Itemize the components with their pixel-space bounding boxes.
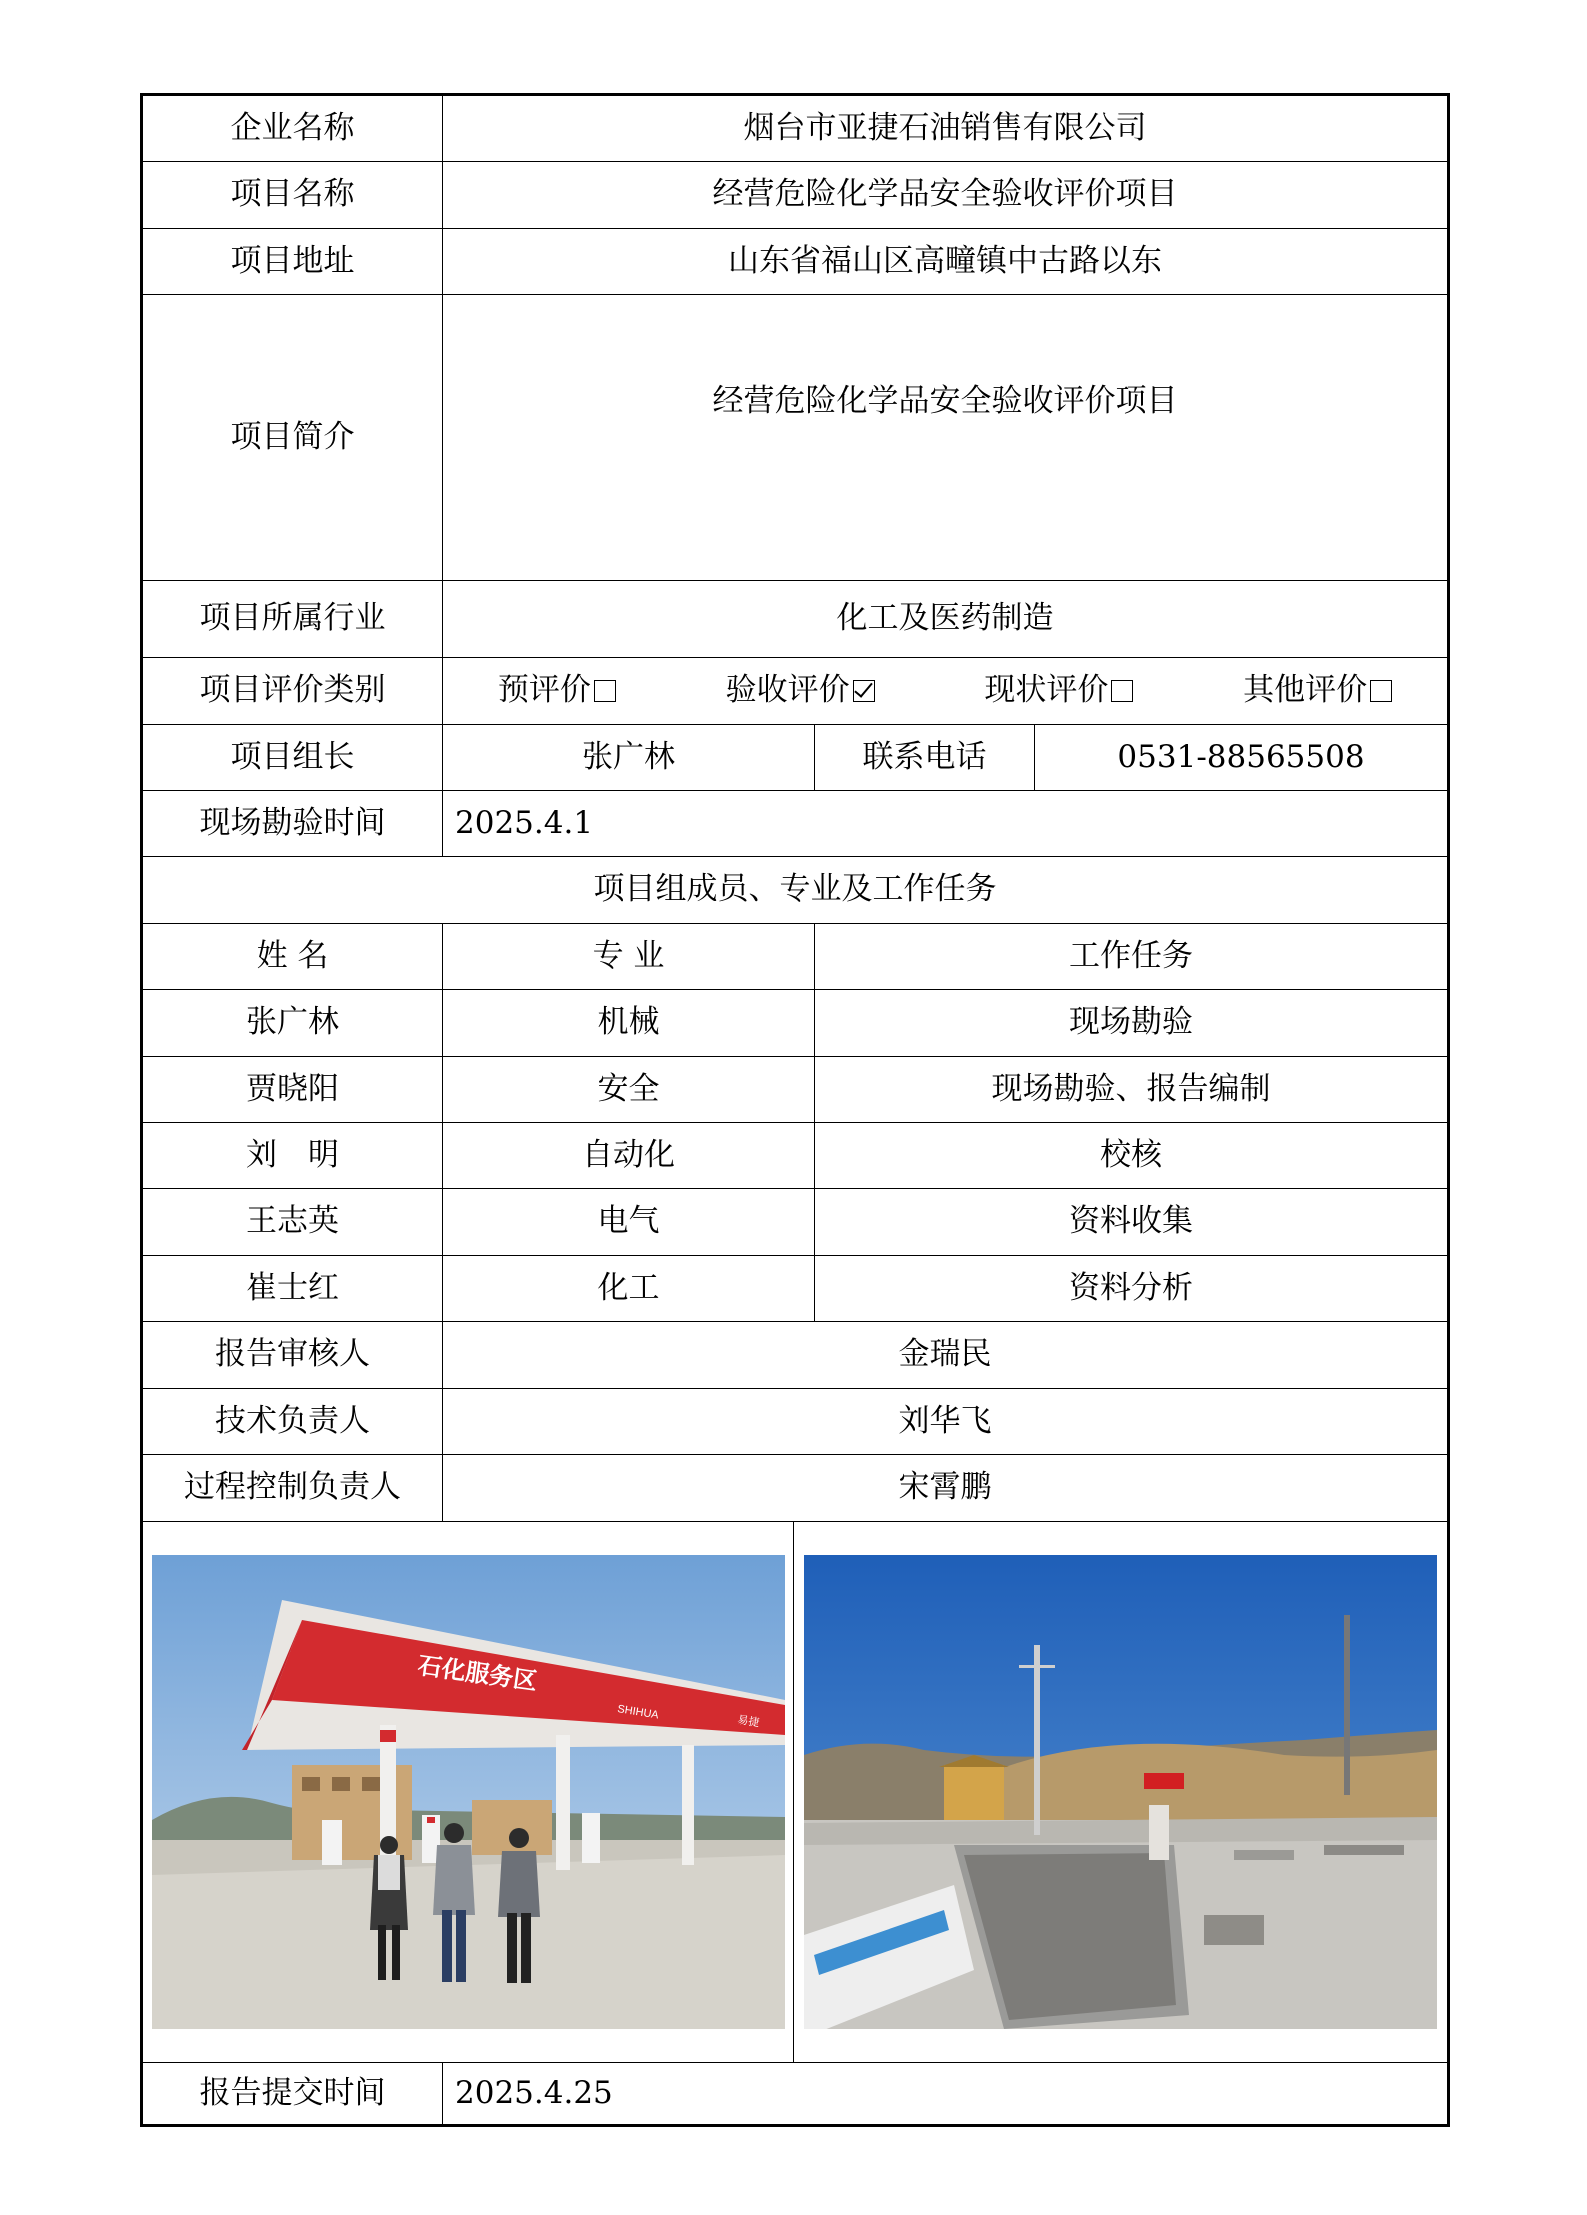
tank-area-photo bbox=[804, 1555, 1437, 2029]
member-task: 校核 bbox=[815, 1123, 1449, 1189]
eval-type-other[interactable]: 其他评价 bbox=[1243, 672, 1392, 709]
company-label: 企业名称 bbox=[142, 95, 443, 162]
station-sign: 石化服务区 bbox=[415, 1652, 539, 1696]
member-task: 现场勘验、报告编制 bbox=[815, 1057, 1449, 1123]
member-task: 现场勘验 bbox=[815, 990, 1449, 1057]
survey-time-value: 2025.4.1 bbox=[443, 791, 1449, 857]
company-value: 烟台市亚捷石油销售有限公司 bbox=[443, 95, 1449, 162]
submit-time-value: 2025.4.25 bbox=[443, 2063, 1449, 2126]
col-major-header: 专 业 bbox=[443, 924, 815, 990]
industry-label: 项目所属行业 bbox=[142, 581, 443, 658]
eval-type-status[interactable]: 现状评价 bbox=[984, 672, 1133, 709]
project-name-value: 经营危险化学品安全验收评价项目 bbox=[443, 162, 1449, 229]
member-name: 王志英 bbox=[142, 1189, 443, 1256]
member-row bbox=[142, 1123, 1449, 1189]
project-summary-value: 经营危险化学品安全验收评价项目 bbox=[443, 295, 1449, 581]
eval-type-pre[interactable]: 预评价 bbox=[498, 672, 616, 709]
industry-value: 化工及医药制造 bbox=[443, 581, 1449, 658]
checkbox-other[interactable] bbox=[1370, 680, 1392, 702]
project-address-label: 项目地址 bbox=[142, 229, 443, 295]
checkbox-status[interactable] bbox=[1111, 680, 1133, 702]
member-name: 贾晓阳 bbox=[142, 1057, 443, 1123]
station-sub-sign: SHIHUA bbox=[616, 1703, 659, 1722]
leader-value: 张广林 bbox=[443, 725, 815, 791]
tech-lead-label: 技术负责人 bbox=[142, 1389, 443, 1455]
checkbox-pre[interactable] bbox=[594, 680, 616, 702]
eval-type-label: 项目评价类别 bbox=[142, 658, 443, 725]
photo-cell-right bbox=[794, 1522, 1447, 2062]
col-task-header: 工作任务 bbox=[815, 924, 1449, 990]
member-name: 张广林 bbox=[142, 990, 443, 1057]
member-major: 机械 bbox=[443, 990, 815, 1057]
member-row bbox=[142, 1256, 1449, 1322]
leader-label: 项目组长 bbox=[142, 725, 443, 791]
evaluation-info-table bbox=[140, 93, 1450, 2127]
reviewer-label: 报告审核人 bbox=[142, 1322, 443, 1389]
member-task: 资料收集 bbox=[815, 1189, 1449, 1256]
member-task: 资料分析 bbox=[815, 1256, 1449, 1322]
phone-label: 联系电话 bbox=[815, 725, 1035, 791]
process-lead-value: 宋霄鹏 bbox=[443, 1455, 1449, 1522]
tech-lead-value: 刘华飞 bbox=[443, 1389, 1449, 1455]
gas-station-photo bbox=[152, 1555, 785, 2029]
phone-value: 0531-88565508 bbox=[1035, 725, 1449, 791]
survey-time-label: 现场勘验时间 bbox=[142, 791, 443, 857]
submit-time-label: 报告提交时间 bbox=[142, 2063, 443, 2126]
member-name: 崔士红 bbox=[142, 1256, 443, 1322]
photo-cell-left bbox=[143, 1522, 794, 2062]
member-major: 自动化 bbox=[443, 1123, 815, 1189]
member-row bbox=[142, 1189, 1449, 1256]
site-photos bbox=[142, 1522, 1449, 2063]
member-name: 刘 明 bbox=[142, 1123, 443, 1189]
process-lead-label: 过程控制负责人 bbox=[142, 1455, 443, 1522]
reviewer-value: 金瑞民 bbox=[443, 1322, 1449, 1389]
eval-type-options bbox=[443, 658, 1449, 725]
member-row bbox=[142, 990, 1449, 1057]
station-right-sign: 易捷 bbox=[736, 1714, 760, 1730]
member-row bbox=[142, 1057, 1449, 1123]
member-major: 安全 bbox=[443, 1057, 815, 1123]
project-summary-label: 项目简介 bbox=[142, 295, 443, 581]
eval-type-acceptance[interactable]: 验收评价 bbox=[726, 672, 875, 709]
member-major: 化工 bbox=[443, 1256, 815, 1322]
checkbox-acceptance-checked[interactable] bbox=[853, 680, 875, 702]
project-address-value: 山东省福山区高疃镇中古路以东 bbox=[443, 229, 1449, 295]
project-name-label: 项目名称 bbox=[142, 162, 443, 229]
members-header: 项目组成员、专业及工作任务 bbox=[142, 857, 1449, 924]
col-name-header: 姓 名 bbox=[142, 924, 443, 990]
member-major: 电气 bbox=[443, 1189, 815, 1256]
